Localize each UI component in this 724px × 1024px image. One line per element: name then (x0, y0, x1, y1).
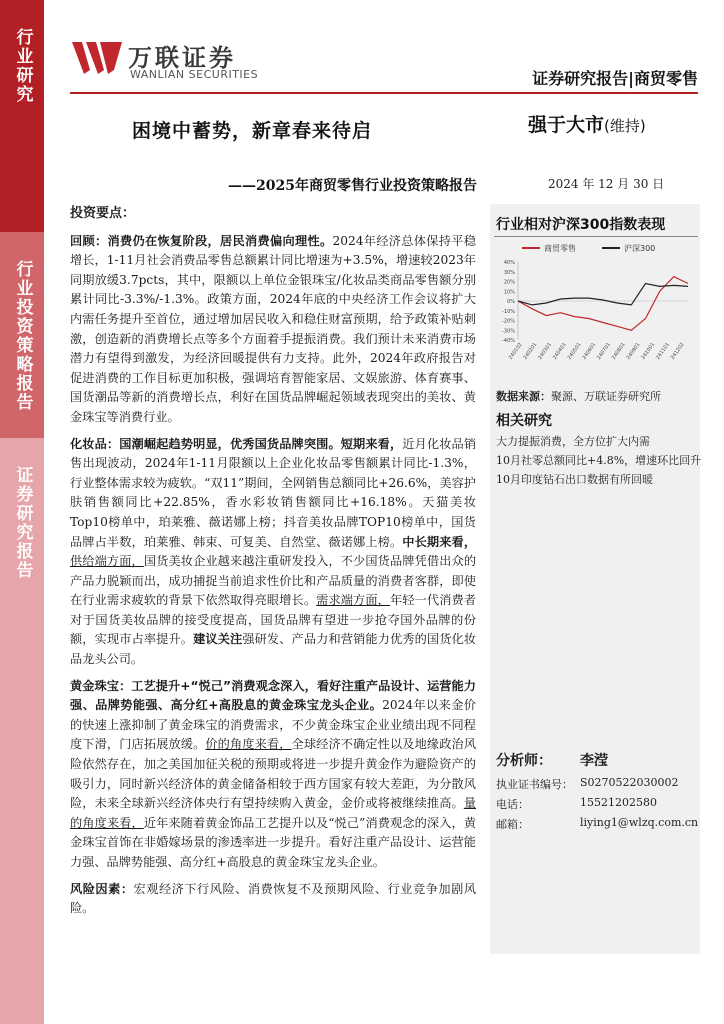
x-tick-label: 240102 (507, 341, 524, 361)
price-angle-label: 价的角度来看， (205, 737, 292, 752)
report-subtitle: ——2025年商贸零售行业投资策略报告 (228, 178, 477, 194)
wanlian-logo-icon (70, 36, 124, 80)
y-tick-label: -20% (502, 318, 515, 325)
report-date: 2024 年 12 月 30 日 (548, 177, 665, 191)
y-tick-label: -10% (502, 308, 515, 315)
info-value: S0270522030002 (580, 776, 679, 789)
supply-side-label: 供给端方面， (70, 554, 144, 569)
y-tick-label: -40% (502, 338, 515, 344)
cosmetics-longterm-label: 中长期来看， (402, 534, 477, 549)
email (496, 816, 699, 832)
y-tick-label: 30% (503, 269, 515, 276)
logo-english-name: WANLIAN SECURITIES (130, 68, 259, 81)
demand-side-body: 年轻一代消费者对于国货美妆品牌的接受度提高，国货品牌有望进一步抢夺国外品牌的份额，实现市占率提升。 (70, 593, 477, 647)
info-label: 执业证书编号： (496, 778, 573, 791)
jewelry-paragraph (70, 677, 476, 873)
y-tick-label: 20% (503, 279, 515, 286)
side-band-label: 行业研究 (12, 28, 33, 104)
related-item[interactable]: 10月社零总额同比+4.8%，增速环比回升 (496, 454, 702, 467)
jewelry-body: 2024年以来金价的快速上涨抑制了黄金珠宝的消费需求，不少黄金珠宝企业业绩出现不同程度下滑，门店拓展放缓。 (70, 698, 476, 752)
chart-source (496, 388, 661, 404)
analyst-label: 分析师： (496, 753, 552, 769)
report-title: 困境中蓄势，新章春来待启 (132, 120, 373, 142)
x-tick-label: 241001 (640, 341, 657, 361)
related-research-title: 相关研究 (496, 413, 552, 429)
logo-chinese-name: 万联证券 (128, 44, 236, 72)
industry-rating (528, 110, 646, 137)
side-band-strategy-report (0, 232, 44, 438)
header-divider (70, 92, 698, 94)
source-label: 数据来源： (496, 390, 551, 403)
review-body: 2024年经济总体保持平稳增长，1-11月社会消费品零售总额累计同比增速为+3.5%，增速较2023年同期放缓3.7pcts，其中，限额以上单位金银珠宝/化妆品类商品零售额分别累计同比-3.3%/-1.3%。政策方面，2024年底的中央经济工作会议将扩大内需任务提升至首位，通过增加居民收入和稳住财富预期，给予政策补贴刺激，创造新的消费增长点等多个方面着手提振消费。我们预计未来消费市场潜力有望得到激发，为经济回暖提供有力支持。此外，2024年政府报告对促进消费的工作目标更加积极，强调培育智能家居、文娱旅游、体育赛事、国货潮品等新的消费增长点，利好在国货品牌崛起领域表现突出的美妆、黄金珠宝等消费行业。 (70, 233, 476, 424)
cosmetics-heading: 化妆品：国潮崛起趋势明显，优秀国货品牌突围。短期来看， (70, 436, 403, 451)
sidebar-divider (494, 236, 698, 237)
x-tick-label: 240401 (551, 341, 568, 361)
price-angle-body: 全球经济不确定性以及地缘政治风险依然存在，加之美国加征关税的预期或将进一步提升黄金作为避险资产的吸引力，同时新兴经济体的黄金储备相较于西方国家有较大差距，为分散风险，未来全球新兴经济体央行有望持续购入黄金，金价或将被继续推高。 (70, 737, 477, 811)
side-band-label: 行业投资策略报告 (12, 260, 33, 412)
series-line-csi300 (518, 284, 688, 305)
info-value: 15521202580 (580, 796, 657, 809)
info-label: 邮箱： (496, 818, 529, 831)
legend-label: 沪深300 (624, 244, 656, 253)
recommendation-label: 建议关注 (193, 632, 243, 647)
x-tick-label: 240601 (581, 341, 598, 361)
x-tick-label: 240901 (625, 341, 642, 361)
review-paragraph (70, 232, 476, 428)
y-tick-label: 10% (503, 289, 515, 296)
recommendation-body: 强研发、产品力和营销能力优秀的国货化妆品龙头公司。 (70, 632, 477, 667)
risk-body: 宏观经济下行风险、消费恢复不及预期风险、行业竞争加剧风险。 (70, 881, 477, 916)
info-label: 电话： (496, 798, 529, 811)
risk-paragraph (70, 880, 476, 919)
report-category: 证券研究报告|商贸零售 (532, 69, 698, 88)
x-tick-label: 241202 (669, 341, 686, 361)
license-number (496, 776, 679, 792)
x-tick-label: 240801 (610, 341, 627, 361)
analyst-name: 李滢 (580, 753, 608, 769)
x-tick-label: 240701 (596, 341, 613, 361)
side-band-industry-research (0, 0, 44, 232)
review-heading: 回顾：消费仍在恢复阶段，居民消费偏向理性。 (70, 233, 333, 248)
volume-angle-body: 近年来随着黄金饰品工艺提升以及“悦己”消费观念的深入，黄金珠宝首饰在非婚嫁场景的渗透率进一步提升。看好注重产品设计、运营能力强、品牌势能强、高分红+高股息的黄金珠宝龙头企业。 (70, 815, 477, 869)
y-tick-label: 0% (507, 299, 515, 305)
x-tick-label: 240301 (537, 341, 554, 361)
x-tick-label: 240201 (522, 341, 539, 361)
phone (496, 796, 657, 812)
y-tick-label: -30% (502, 328, 515, 335)
related-item[interactable]: 大力提振消费，全方位扩大内需 (496, 435, 650, 448)
chart-title: 行业相对沪深300指数表现 (496, 217, 666, 233)
key-points-label: 投资要点： (70, 206, 136, 221)
investment-highlights (70, 204, 476, 926)
x-tick-label: 240501 (566, 341, 583, 361)
related-item[interactable]: 10月印度钻石出口数据有所回暖 (496, 473, 653, 486)
jewelry-heading: 黄金珠宝：工艺提升+“悦己”消费观念深入，看好注重产品设计、运营能力强、品牌势能强、高分红+高股息的黄金珠宝龙头企业。 (70, 678, 476, 713)
demand-side-label: 需求端方面， (316, 593, 390, 608)
rating-value: 强于大市 (528, 114, 605, 136)
cosmetics-paragraph (70, 435, 476, 670)
risk-heading: 风险因素： (70, 881, 134, 896)
rating-note: (维持) (604, 117, 646, 135)
performance-chart (492, 238, 698, 378)
volume-angle-label: 量的角度来看， (70, 796, 476, 830)
cosmetics-body: 近月化妆品销售出现波动，2024年1-11月限额以上企业化妆品零售额累计同比-1.3%，行业整体需求较为疲软。“双11”期间，全网销售总额同比+26.6%，美容护肤销售额同比+22.85%，香水彩妆销售额同比+16.18%。天猫美妆Top10榜单中，珀莱雅、薇诺娜上榜；抖音美妆品牌TOP10榜单中，国货品牌占半数，珀莱雅、韩束、可复美、自然堂、薇诺娜上榜。 (70, 436, 477, 549)
info-value[interactable]: liying1@wlzq.com.cn (580, 816, 699, 829)
y-tick-label: 40% (503, 260, 515, 266)
x-tick-label: 241101 (655, 341, 671, 361)
side-band-securities-report (0, 438, 44, 1024)
legend-label: 商贸零售 (544, 244, 576, 253)
supply-side-body: 国货美妆企业越来越注重研发投入，不少国货品牌凭借出众的产品力脱颖而出，成功捕捉当前追求性价比和产品质量的消费者客群，即使在行业需求疲软的背景下依然取得亮眼增长。 (70, 554, 477, 608)
source-text: 聚源、万联证券研究所 (551, 390, 661, 403)
side-band-label: 证券研究报告 (12, 466, 33, 580)
related-research-list (496, 432, 701, 489)
